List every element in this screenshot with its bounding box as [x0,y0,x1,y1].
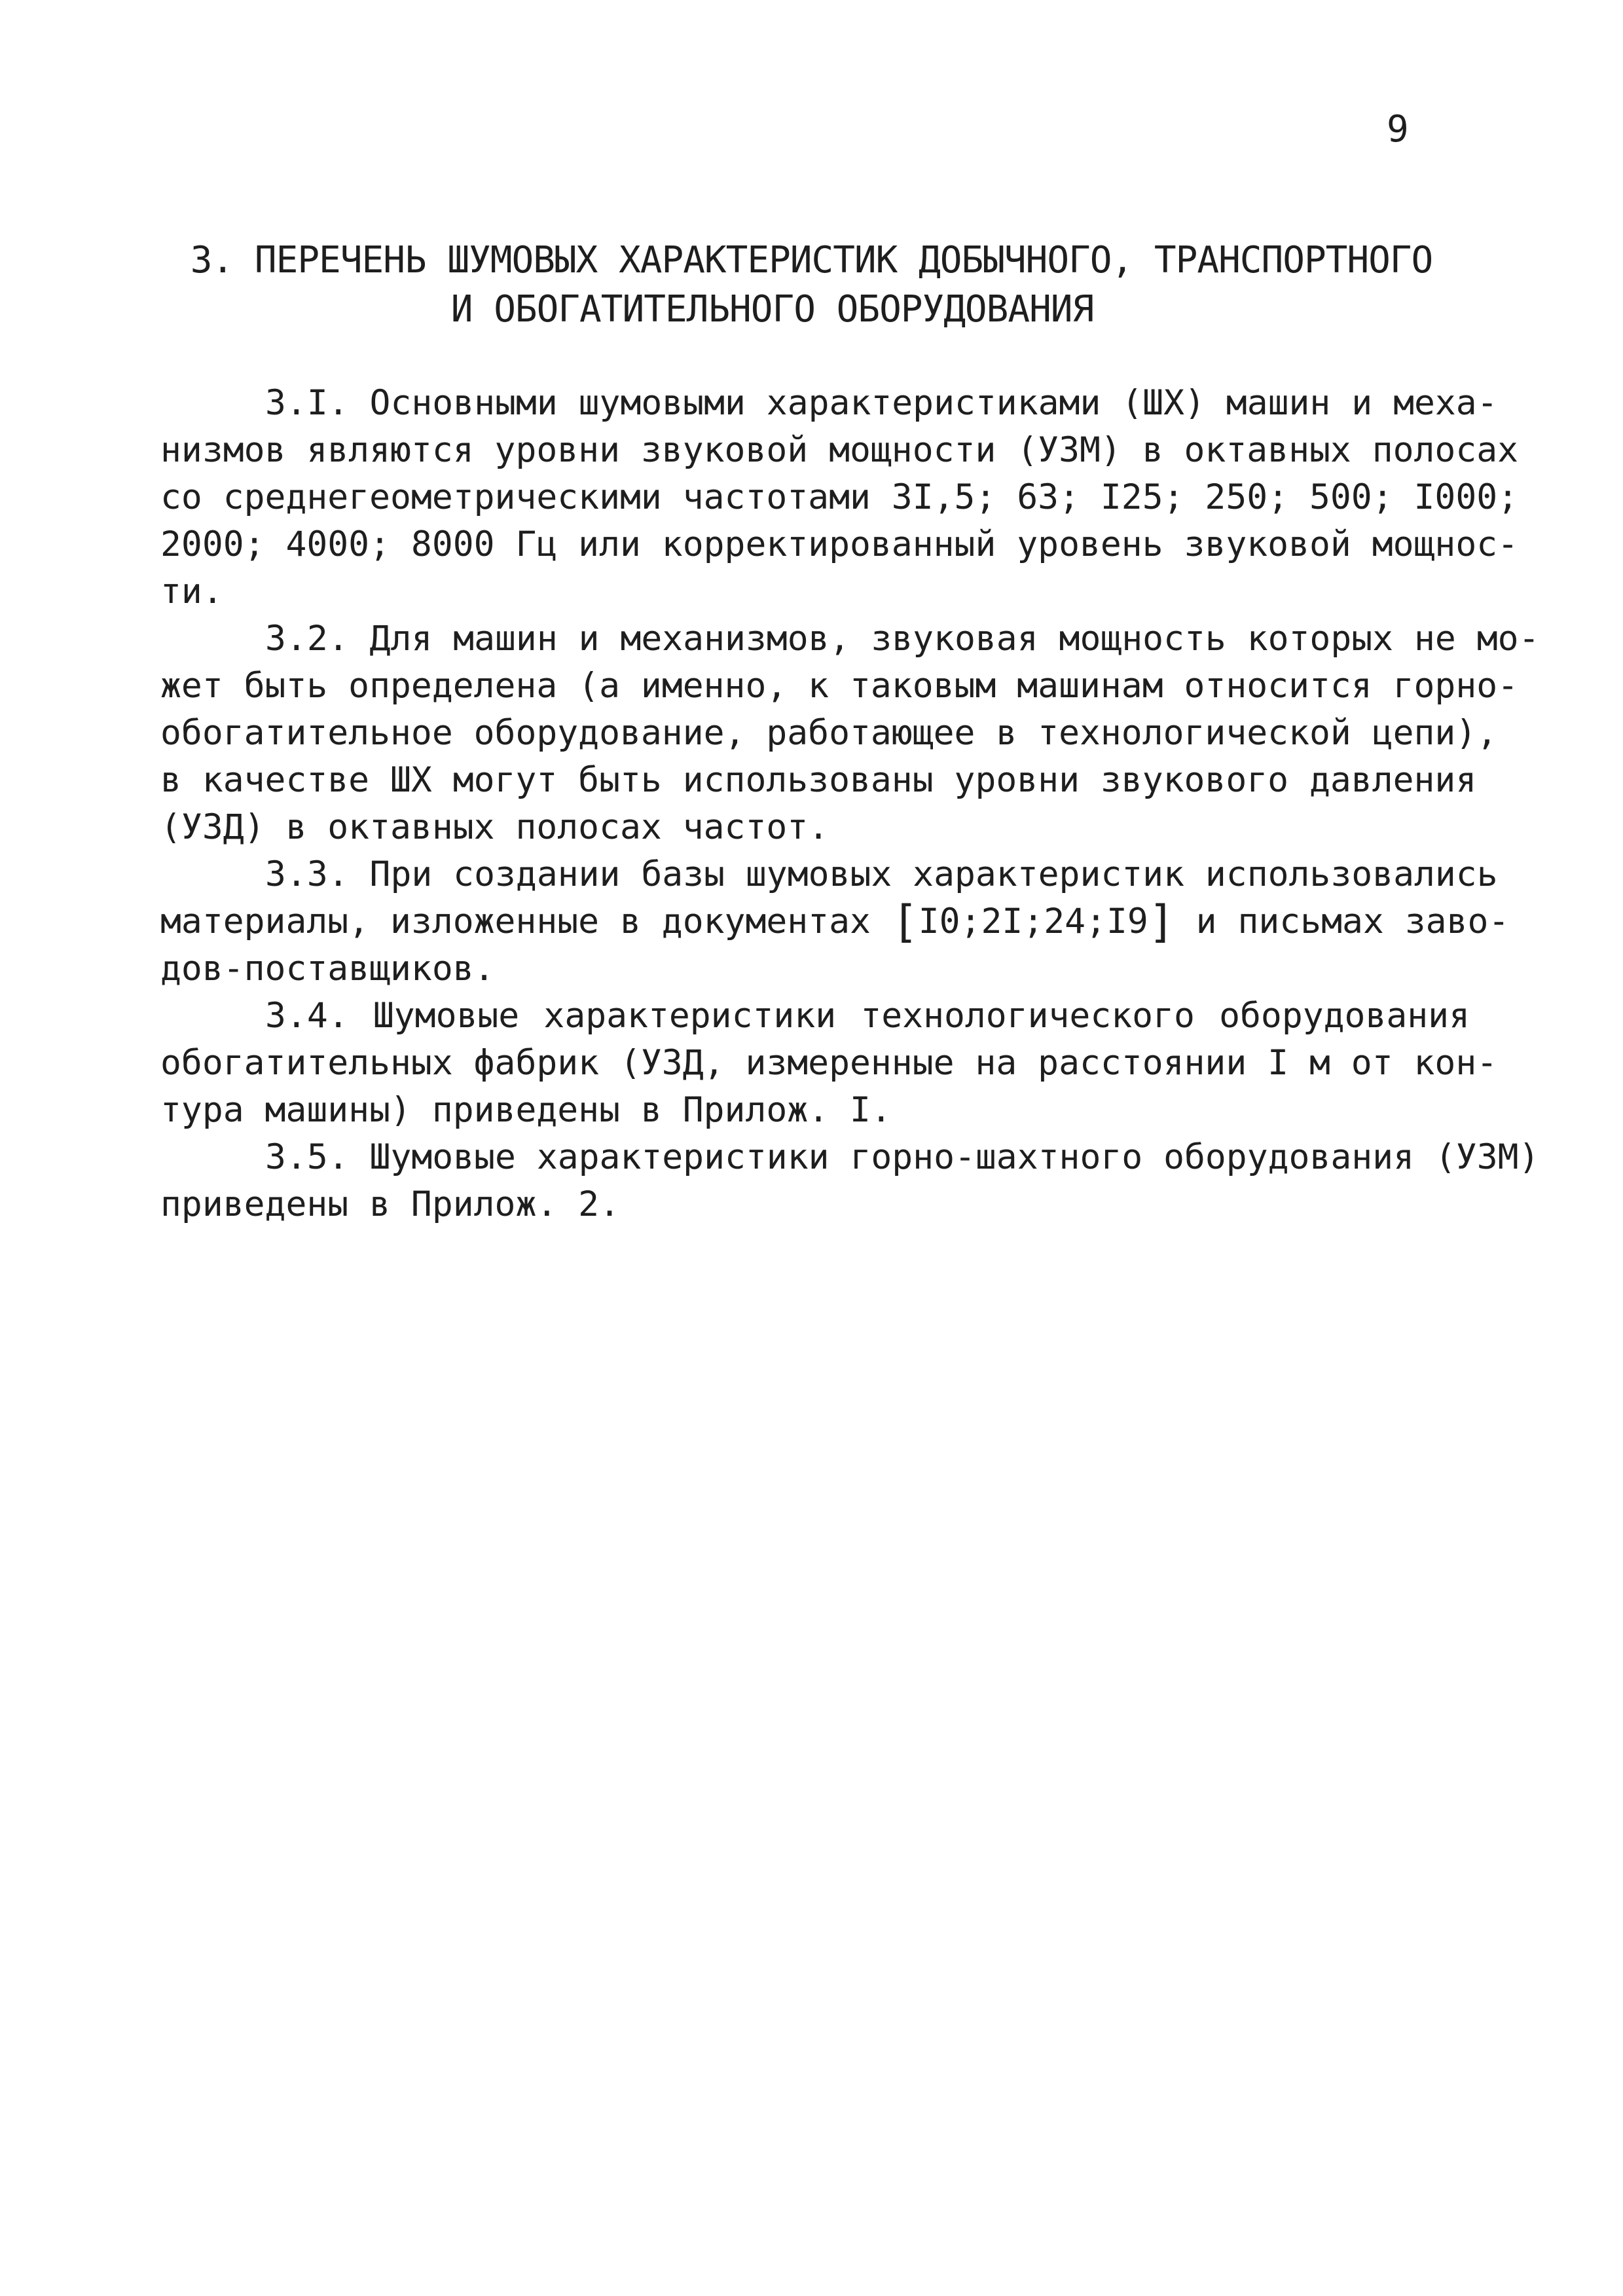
paragraph-line: (УЗД) в октавных полосах частот. [160,807,830,847]
paragraph-3-2 [160,615,1540,851]
section-title-line-2: И ОБОГАТИТЕЛЬНОГО ОБОРУДОВАНИЯ [450,288,1094,331]
reference-list: I0;2I;24;I9 [918,902,1148,941]
paragraph-line: 3.3. При создании базы шумовых характеристик использовались [265,854,1498,894]
paragraph-3-5 [160,1134,1540,1228]
paragraph-line: низмов являются уровни звуковой мощности (УЗМ) в октавных полосах [160,430,1519,470]
paragraph-line: дов-поставщиков. [160,949,495,989]
page-number: 9 [1387,108,1409,151]
paragraph-line: ти. [160,572,223,611]
paragraph-line: 3.I. Основными шумовыми характеристиками (ШХ) машин и меха- [265,383,1498,423]
paragraph-line: в качестве ШХ могут быть использованы уровни звукового давления [160,760,1477,800]
paragraph-line: 3.5. Шумовые характеристики горно-шахтного оборудования (УЗМ) [265,1137,1540,1177]
paragraph-line: 2000; 4000; 8000 Гц или корректированный уровень звуковой мощнос- [160,524,1519,564]
paragraph-line: приведены в Прилож. 2. [160,1184,620,1224]
paragraph-3-4 [160,993,1498,1134]
paragraph-line: тура машины) приведены в Прилож. I. [160,1090,892,1130]
paragraph-line: обогатительное оборудование, работающее в технологической цепи), [160,713,1498,753]
text-fragment: материалы, изложенные в документах [160,902,892,941]
paragraph-line-with-references [160,896,1510,948]
paragraph-line: со среднегеометрическими частотами 3I,5; 63; I25; 250; 500; I000; [160,477,1519,517]
section-body [160,380,1540,1228]
reference-bracket-open: [ [891,896,919,948]
paragraph-3-1 [160,380,1519,615]
paragraph-line: 3.2. Для машин и механизмов, звуковая мощность которых не мо- [265,619,1540,659]
paragraph-3-3 [160,851,1510,993]
paragraph-line: 3.4. Шумовые характеристики технологического оборудования [265,996,1470,1036]
text-fragment: и письмах заво- [1175,902,1510,941]
section-title-line-1: 3. ПЕРЕЧЕНЬ ШУМОВЫХ ХАРАКТЕРИСТИК ДОБЫЧНОГО, ТРАНСПОРТНОГО [190,239,1433,282]
reference-bracket-close: ] [1148,896,1175,948]
paragraph-line: жет быть определена (а именно, к таковым машинам относится горно- [160,666,1519,706]
paragraph-line: обогатительных фабрик (УЗД, измеренные на расстоянии I м от кон- [160,1043,1498,1083]
